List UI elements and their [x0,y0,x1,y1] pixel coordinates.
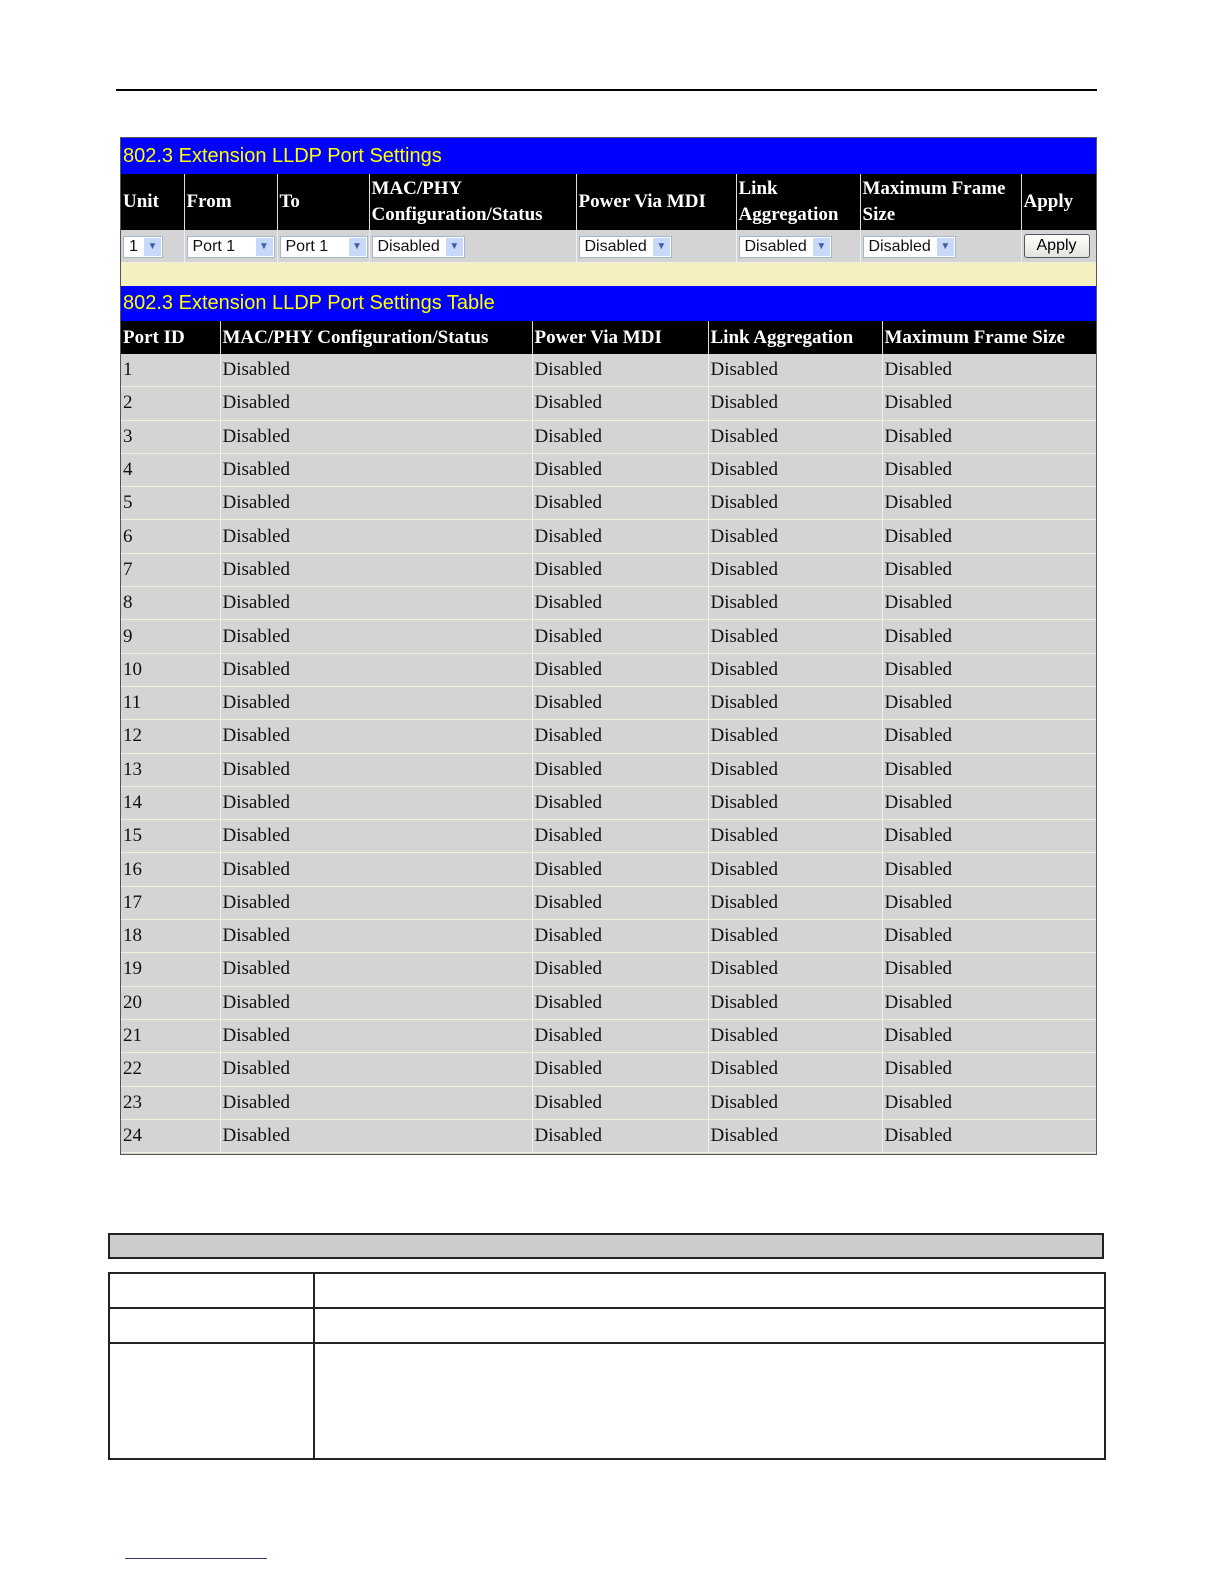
table-cell: Disabled [532,1053,708,1086]
table-cell: Disabled [220,520,532,553]
table-cell: 12 [121,720,220,753]
table-cell: Disabled [532,1119,708,1152]
table-cell: Disabled [532,853,708,886]
table-cell: Disabled [220,720,532,753]
table-cell: Disabled [882,1086,1096,1119]
table-cell: Disabled [220,986,532,1019]
chevron-down-icon: ▼ [937,238,954,256]
table-cell: Disabled [532,653,708,686]
chevron-down-icon: ▼ [144,238,161,256]
to-port-select[interactable] [280,236,368,258]
table-cell: Disabled [708,520,882,553]
table-cell: Disabled [708,653,882,686]
table-cell: Disabled [220,886,532,919]
table-cell: 9 [121,620,220,653]
maxframe-header-line2: Size [862,204,896,225]
table-cell: 2 [121,387,220,420]
table-cell: Disabled [220,1019,532,1052]
power-value: Disabled [584,237,647,255]
macphy-select[interactable] [372,236,465,258]
table-cell: 24 [121,1119,220,1152]
table-cell: Disabled [532,420,708,453]
to-value: Port 1 [285,237,329,255]
description-cell [109,1308,314,1343]
description-cell [314,1308,1105,1343]
table-cell: 6 [121,520,220,553]
table-row [121,720,1096,753]
table-cell: Disabled [220,686,532,719]
settings-form [121,174,1096,263]
table-cell: Disabled [708,953,882,986]
table-cell: Disabled [708,1019,882,1052]
table-cell: Disabled [708,686,882,719]
table-row [121,953,1096,986]
table-row [121,487,1096,520]
from-port-select[interactable] [187,236,275,258]
table-row [121,453,1096,486]
table-cell: 19 [121,953,220,986]
table-row [121,986,1096,1019]
table-cell: Disabled [220,1053,532,1086]
link-header-line1: Link [738,178,778,199]
table-cell: Disabled [882,853,1096,886]
table-cell: Disabled [220,820,532,853]
column-header: Maximum Frame Size [882,321,1096,354]
table-row [121,920,1096,953]
table-row [121,853,1096,886]
table-cell: 3 [121,420,220,453]
table-cell: 23 [121,1086,220,1119]
table-row [121,886,1096,919]
table-cell: Disabled [532,553,708,586]
table-cell: Disabled [882,453,1096,486]
table-cell: Disabled [220,487,532,520]
chevron-down-icon: ▼ [653,238,670,256]
description-table [108,1272,1106,1460]
table-cell: 1 [121,354,220,387]
table-cell: Disabled [532,920,708,953]
table-row [121,820,1096,853]
table-cell: Disabled [532,686,708,719]
maxframe-header-line1: Maximum Frame [862,178,1006,199]
macphy-header [369,174,576,230]
table-row [121,1086,1096,1119]
description-cell [109,1343,314,1459]
table-cell: Disabled [532,387,708,420]
table-cell: Disabled [532,820,708,853]
link-value: Disabled [744,237,807,255]
spacer [121,263,1096,286]
table-cell: Disabled [220,354,532,387]
table-row [121,653,1096,686]
table-cell: Disabled [220,786,532,819]
description-cell [314,1343,1105,1459]
table-cell: 21 [121,1019,220,1052]
unit-value: 1 [129,237,138,255]
table-cell: Disabled [708,354,882,387]
table-cell: Disabled [220,653,532,686]
table-cell: Disabled [882,786,1096,819]
table-cell: Disabled [882,653,1096,686]
table-cell: Disabled [882,720,1096,753]
table-cell: Disabled [220,1119,532,1152]
description-cell [314,1273,1105,1308]
table-cell: Disabled [882,354,1096,387]
table-row [121,354,1096,387]
table-row [121,686,1096,719]
table-cell: Disabled [882,820,1096,853]
table-cell: Disabled [882,886,1096,919]
table-row [121,753,1096,786]
table-cell: Disabled [882,420,1096,453]
table-cell: Disabled [708,420,882,453]
table-cell: Disabled [220,387,532,420]
table-cell: 17 [121,886,220,919]
chevron-down-icon: ▼ [446,238,463,256]
maxframe-header [860,174,1021,230]
table-cell: Disabled [532,520,708,553]
from-header: From [184,174,277,230]
table-cell: Disabled [532,886,708,919]
to-header: To [277,174,369,230]
description-header [108,1233,1104,1259]
chevron-down-icon: ▼ [349,238,366,256]
table-cell: 15 [121,820,220,853]
table-cell: 11 [121,686,220,719]
maxframe-value: Disabled [868,237,931,255]
table-cell: Disabled [532,354,708,387]
table-cell: Disabled [882,686,1096,719]
table-cell: Disabled [532,620,708,653]
table-cell: 13 [121,753,220,786]
from-value: Port 1 [192,237,236,255]
table-cell: 16 [121,853,220,886]
power-header: Power Via MDI [576,174,736,230]
table-cell: Disabled [532,453,708,486]
table-cell: Disabled [708,986,882,1019]
settings-title: 802.3 Extension LLDP Port Settings [121,138,1096,174]
apply-button[interactable]: Apply [1024,234,1090,258]
table-cell: Disabled [708,853,882,886]
table-cell: Disabled [220,620,532,653]
table-cell: Disabled [708,886,882,919]
table-cell: Disabled [220,553,532,586]
table-row [121,420,1096,453]
table-row [121,1119,1096,1152]
table-cell: Disabled [532,786,708,819]
table-cell: 20 [121,986,220,1019]
table-cell: Disabled [220,920,532,953]
table-cell: Disabled [708,387,882,420]
table-row [121,587,1096,620]
table-row [121,786,1096,819]
macphy-header-line1: MAC/PHY [371,178,463,199]
table-cell: Disabled [532,720,708,753]
table-cell: Disabled [220,420,532,453]
page-header-rule [116,89,1097,91]
table-cell: 14 [121,786,220,819]
lldp-settings-panel [120,137,1097,1155]
table-cell: Disabled [882,753,1096,786]
macphy-header-line2: Configuration/Status [371,204,543,225]
table-cell: Disabled [708,920,882,953]
apply-header: Apply [1021,174,1096,230]
table-cell: Disabled [220,1086,532,1119]
table-cell: Disabled [708,786,882,819]
table-cell: 8 [121,587,220,620]
table-cell: Disabled [708,487,882,520]
table-cell: Disabled [882,387,1096,420]
table-row [121,520,1096,553]
table-cell: Disabled [708,1119,882,1152]
table-cell: Disabled [220,453,532,486]
max-frame-select[interactable] [863,236,956,258]
table-cell: Disabled [708,1086,882,1119]
table-cell: Disabled [708,553,882,586]
table-title: 802.3 Extension LLDP Port Settings Table [121,286,1096,321]
table-cell: Disabled [220,853,532,886]
table-cell: Disabled [882,587,1096,620]
column-header: Power Via MDI [532,321,708,354]
table-cell: Disabled [532,753,708,786]
power-select[interactable] [579,236,672,258]
unit-select[interactable] [123,236,163,258]
table-cell: Disabled [708,453,882,486]
table-cell: Disabled [882,1019,1096,1052]
table-cell: Disabled [882,953,1096,986]
table-row [121,553,1096,586]
table-cell: Disabled [532,1086,708,1119]
table-cell: Disabled [532,587,708,620]
table-cell: 18 [121,920,220,953]
table-row [121,1019,1096,1052]
table-cell: Disabled [708,720,882,753]
table-cell: 10 [121,653,220,686]
table-cell: 5 [121,487,220,520]
table-cell: Disabled [882,520,1096,553]
table-cell: 7 [121,553,220,586]
table-cell: Disabled [708,820,882,853]
table-cell: Disabled [708,620,882,653]
table-cell: Disabled [882,620,1096,653]
table-cell: Disabled [532,986,708,1019]
table-row [121,1053,1096,1086]
table-cell: 4 [121,453,220,486]
table-cell: Disabled [882,1119,1096,1152]
table-cell: Disabled [882,487,1096,520]
link-aggregation-select[interactable] [739,236,832,258]
column-header: Link Aggregation [708,321,882,354]
footer-rule [125,1558,267,1559]
link-header [736,174,860,230]
chevron-down-icon: ▼ [256,238,273,256]
table-cell: Disabled [532,487,708,520]
table-cell: Disabled [220,753,532,786]
table-cell: Disabled [882,1053,1096,1086]
description-cell [109,1273,314,1308]
table-cell: Disabled [882,553,1096,586]
table-cell: Disabled [882,920,1096,953]
table-cell: Disabled [708,587,882,620]
link-header-line2: Aggregation [738,204,839,225]
column-header: MAC/PHY Configuration/Status [220,321,532,354]
table-cell: 22 [121,1053,220,1086]
table-cell: Disabled [708,1053,882,1086]
table-cell: Disabled [220,953,532,986]
table-cell: Disabled [532,1019,708,1052]
unit-header: Unit [121,174,184,230]
chevron-down-icon: ▼ [813,238,830,256]
table-cell: Disabled [708,753,882,786]
table-cell: Disabled [882,986,1096,1019]
macphy-value: Disabled [377,237,440,255]
column-header: Port ID [121,321,220,354]
table-row [121,620,1096,653]
table-cell: Disabled [220,587,532,620]
table-row [121,387,1096,420]
table-cell: Disabled [532,953,708,986]
port-settings-table [121,321,1096,1153]
